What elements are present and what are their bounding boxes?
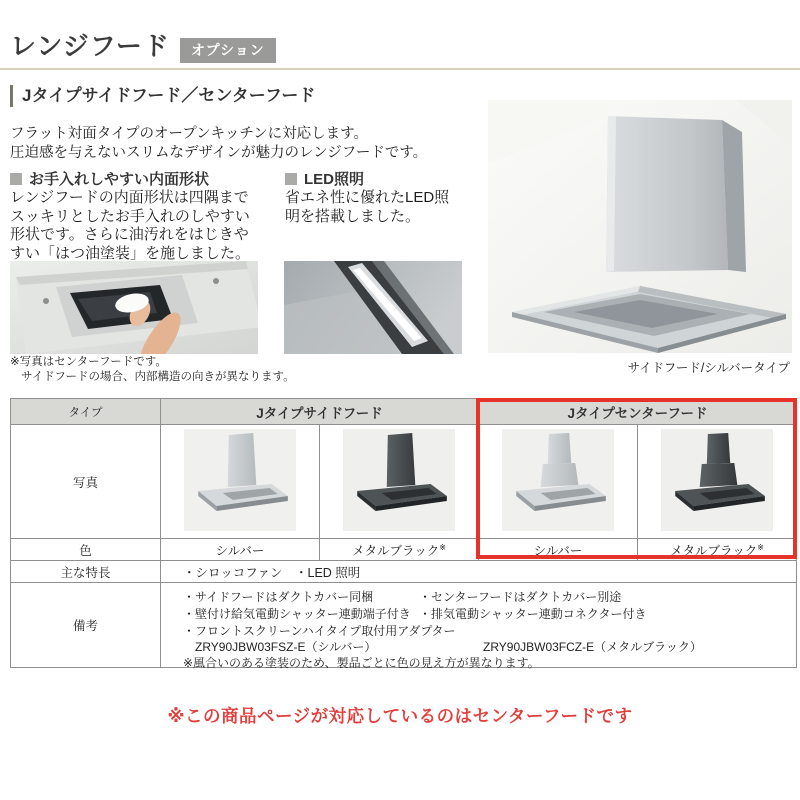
- photo-row-label: 写真: [11, 425, 161, 539]
- color-row-label: 色: [11, 539, 161, 561]
- remark-side-duct: ・サイドフードはダクトカバー同梱: [183, 590, 374, 604]
- main-product-photo: [488, 100, 792, 353]
- led-light-photo: [284, 261, 462, 354]
- center-hood-silver-photo: [502, 429, 614, 531]
- type-header-cell: タイプ: [11, 399, 161, 425]
- remarks-content: [161, 583, 796, 670]
- lead-text: [10, 125, 427, 163]
- feature-led-body: 省エネ性に優れたLED照明を搭載しました。: [285, 189, 450, 225]
- side-hood-header-cell: Jタイプサイドフード: [161, 399, 479, 425]
- color-cell: メタルブラック※: [638, 539, 797, 561]
- center-hood-header-cell: Jタイプセンターフード: [479, 399, 797, 425]
- remark-exhaust-shutter: ・排気電動シャッター連動コネクター付き: [419, 607, 647, 621]
- side-hood-black-photo: [343, 429, 455, 531]
- photo-note: [10, 355, 295, 384]
- remark-model-black: ZRY90JBW03FCZ-E（メタルブラック）: [483, 640, 702, 654]
- square-bullet-icon: [285, 173, 297, 185]
- remark-paint-note: ※風合いのある塗装のため、製品ごとに色の見え方が異なります。: [183, 656, 540, 670]
- remarks-value-cell: [161, 583, 797, 668]
- features-value-cell: ・シロッコファン ・LED 照明: [161, 561, 797, 583]
- thumb-side-silver-cell: [161, 425, 320, 539]
- lead-line-2: 圧迫感を与えないスリムなデザインが魅力のレンジフードです。: [10, 145, 428, 161]
- color-row: [11, 539, 797, 561]
- header-divider: [0, 68, 800, 70]
- main-photo-caption: サイドフード/シルバータイプ: [627, 361, 790, 375]
- feature-clean-body: レンジフードの内面形状は四隅までスッキリとしたお手入れのしやすい形状です。さらに油汚れをはじきやすい「はつ油塗装」を施しました。: [10, 189, 251, 262]
- feature-clean-heading: お手入れしやすい内面形状: [10, 168, 209, 189]
- color-cell: メタルブラック※: [320, 539, 479, 561]
- remarks-row: [11, 583, 797, 668]
- color-cell: シルバー: [161, 539, 320, 561]
- remark-center-duct: ・センターフードはダクトカバー別途: [419, 590, 622, 604]
- remark-wall-shutter: ・壁付け給気電動シャッター連動端子付き: [183, 607, 411, 621]
- spec-table: [10, 398, 797, 668]
- footer-red-note: ※この商品ページが対応しているのはセンターフードです: [167, 706, 633, 726]
- table-header-row: [11, 399, 797, 425]
- cleaning-hand-photo: [10, 261, 258, 354]
- color-note-mark: ※: [757, 542, 764, 552]
- remark-adapter: ・フロントスクリーンハイタイプ取付用アダプター: [183, 624, 456, 638]
- center-hood-black-photo: [661, 429, 773, 531]
- color-cell: シルバー: [479, 539, 638, 561]
- thumb-center-black-cell: [638, 425, 797, 539]
- remarks-row-label: 備考: [11, 583, 161, 668]
- photo-note-line-1: ※写真はセンターフードです。: [10, 356, 167, 368]
- color-note-mark: ※: [439, 542, 446, 552]
- thumb-center-silver-cell: [479, 425, 638, 539]
- square-bullet-icon: [10, 173, 22, 185]
- page-title: レンジフード: [10, 31, 170, 61]
- side-hood-silver-photo: [184, 429, 296, 531]
- photo-row: [11, 425, 797, 539]
- features-row: [11, 561, 797, 583]
- option-badge: オプション: [180, 38, 276, 63]
- remark-model-silver: ZRY90JBW03FSZ-E（シルバー）: [195, 640, 377, 654]
- photo-note-line-2: サイドフードの場合、内部構造の向きが異なります。: [21, 370, 295, 383]
- section-title: Jタイプサイドフード／センターフード: [10, 85, 315, 107]
- thumb-side-black-cell: [320, 425, 479, 539]
- lead-line-1: フラット対面タイプのオープンキッチンに対応します。: [10, 126, 369, 142]
- features-row-label: 主な特長: [11, 561, 161, 583]
- feature-led-heading: LED照明: [285, 168, 364, 189]
